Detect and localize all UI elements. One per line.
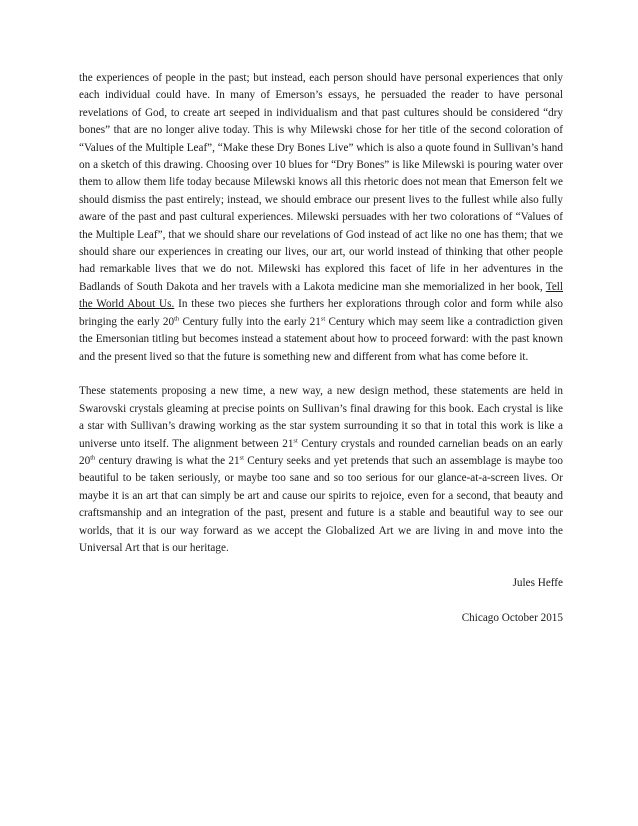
text-run: the experiences of people in the past; but instead, each person should have personal experiences that only each individual could have. In many of Emerson’s essays, he persuaded the reader to have personal revelations of God, to create art seeped in individualism and that past cultures should be considered “dry bones” that are no longer alive today. This is why Milewski chose for her title of the second coloration of “Values of the Multiple Leaf”, “Make these Dry Bones Live” which is also a quote found in Sullivan’s hand on a sketch of this drawing. Choosing over 10 blues for “Dry Bones” is like Milewski is pouring water over them to allow them life today because Milewski knows all this rhetoric does not mean that Emerson felt we should dismiss the past entirely; instead, we should embrace our present lives to the fullest while also fully aware of the past and past cultural experiences. Milewski persuades with her two colorations of “Values of the Multiple Leaf”, that we should share our revelations of God instead of act like no one has them; that we should share our experiences in creating our lives, our art, our world instead of thinking that other people had remarkable lives that we do not. Milewski has explored this facet of life in her adventures in the Badlands of South Dakota and her travels with a Lakota medicine man she memorialized in her book, xyxy=(79,72,563,293)
ordinal-superscript: st xyxy=(293,436,298,444)
body-paragraph-2 xyxy=(79,383,563,557)
ordinal-superscript: th xyxy=(90,454,96,462)
text-run: Century which may seem like a contradiction given the Emersonian titling but becomes instead a statement about how to proceed forward: with the past known and the present lived so that the future is something new and different from what has come before it. xyxy=(79,315,563,363)
place-date: Chicago October 2015 xyxy=(461,611,563,624)
text-run: Century seeks and yet pretends that such an assemblage is maybe too beautiful to be taken seriously, or maybe too sane and so too serious for our glance-at-a-screen lives. Or maybe it is an art that can simply be art and cause our spirits to rejoice, even for a second, that beauty and craftsmanship and an integration of the past, present and future is a stable and beautiful way to see our worlds, that it is our way forward as we accept the Globalized Art we are living in and move into the Universal Art that is our heritage. xyxy=(79,454,563,554)
ordinal-superscript: th xyxy=(174,314,180,322)
text-run: In these two pieces she furthers her explorations through color and form while also bringing the early 20 xyxy=(79,298,563,328)
ordinal-superscript: st xyxy=(239,454,244,462)
book-title: Tell the World About Us. xyxy=(79,280,563,311)
document-page xyxy=(79,70,563,627)
text-run: century drawing is what the 21 xyxy=(95,454,240,467)
text-run: These statements proposing a new time, a new way, a new design method, these statements are held in Swarovski crystals gleaming at precise points on Sullivan’s final drawing for this book. Each crystal is like a star with Sullivan’s drawing working as the star system surrounding it so that in total this work is like a universe unto itself. The alignment between 21 xyxy=(79,385,563,450)
body-paragraph-1 xyxy=(79,70,563,366)
text-run: Century fully into the early 21 xyxy=(179,315,321,328)
signature-block xyxy=(79,575,563,627)
author-name: Jules Heffe xyxy=(512,576,563,589)
text-run: Century crystals and rounded carnelian beads on an early 20 xyxy=(79,437,563,467)
ordinal-superscript: st xyxy=(320,314,326,322)
